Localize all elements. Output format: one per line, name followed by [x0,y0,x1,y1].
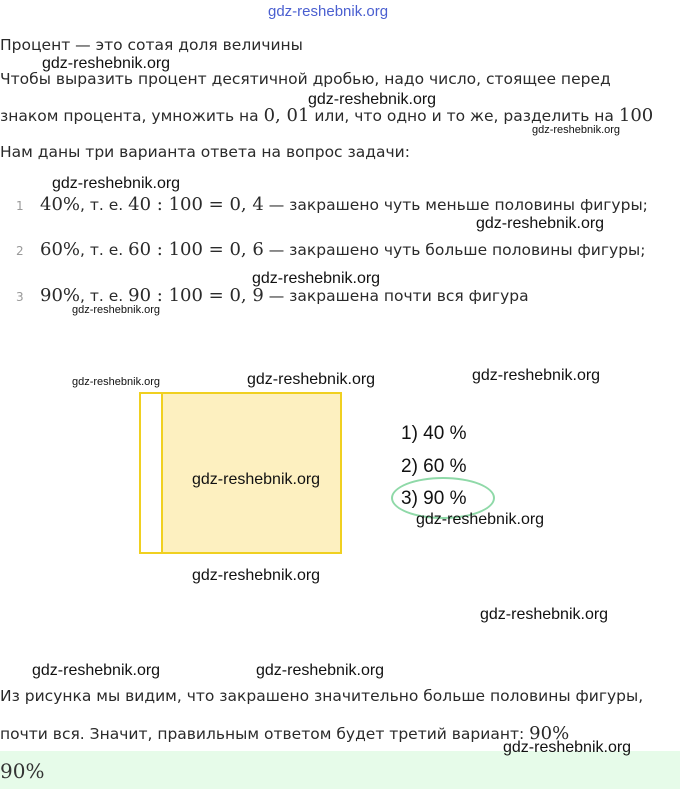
rule-line-2a: знаком процента, умножить на [0,107,259,125]
rule-number-2: 100 [618,105,654,126]
choice-3: 3) 90 % [401,488,467,509]
watermark: gdz-reshebnik.org [32,662,161,679]
list-number: 1 [16,199,24,213]
list-number: 2 [16,244,24,258]
rule-line-1: Чтобы выразить процент десятичной дробью, надо число, стоящее перед [0,70,611,88]
conclusion-line-1: Из рисунка мы видим, что закрашено значительно больше половины фигуры, [0,687,644,705]
option-expression: 40 : 100 = 0, 4 [128,194,264,215]
option-percent: 60% [40,239,81,260]
watermark: gdz-reshebnik.org [72,376,161,388]
watermark: gdz-reshebnik.org [480,606,609,623]
answer-value: 90% [0,759,45,783]
option-mid: , т. е. [80,241,124,259]
list-item [40,240,646,260]
watermark: gdz-reshebnik.org [192,471,321,488]
rule-line-2 [0,106,653,126]
option-mid: , т. е. [80,196,124,214]
option-description: — закрашено чуть больше половины фигуры; [268,241,646,259]
conclusion-text: почти вся. Значит, правильным ответом будет третий вариант: [0,725,525,743]
rule-number-1: 0, 01 [263,105,310,126]
watermark-top: gdz-reshebnik.org [268,3,389,20]
option-percent: 40% [40,194,81,215]
conclusion-value: 90% [529,723,570,744]
watermark: gdz-reshebnik.org [256,662,385,679]
watermark: gdz-reshebnik.org [247,371,376,388]
list-item [40,286,529,306]
watermark: gdz-reshebnik.org [308,91,437,108]
watermark: gdz-reshebnik.org [72,304,161,316]
watermark: gdz-reshebnik.org [476,215,605,232]
definition-text: Процент — это сотая доля величины [0,36,303,54]
conclusion-line-2 [0,724,569,744]
option-expression: 90 : 100 = 0, 9 [128,285,264,306]
choice-2: 2) 60 % [401,456,467,477]
option-description: — закрашена почти вся фигура [268,287,529,305]
choice-1: 1) 40 % [401,423,467,444]
rule-line-2b: или, что одно и то же, разделить на [314,107,614,125]
watermark: gdz-reshebnik.org [252,270,381,287]
list-number: 3 [16,290,24,304]
watermark: gdz-reshebnik.org [192,567,321,584]
option-percent: 90% [40,285,81,306]
watermark: gdz-reshebnik.org [532,124,621,136]
watermark: gdz-reshebnik.org [503,739,632,756]
watermark: gdz-reshebnik.org [42,55,171,72]
watermark: gdz-reshebnik.org [416,511,545,528]
watermark: gdz-reshebnik.org [472,367,601,384]
option-mid: , т. е. [80,287,124,305]
watermark: gdz-reshebnik.org [52,175,181,192]
option-expression: 60 : 100 = 0, 6 [128,239,264,260]
list-item [40,195,648,215]
options-intro: Нам даны три варианта ответа на вопрос задачи: [0,143,410,161]
option-description: — закрашено чуть меньше половины фигуры; [268,196,648,214]
